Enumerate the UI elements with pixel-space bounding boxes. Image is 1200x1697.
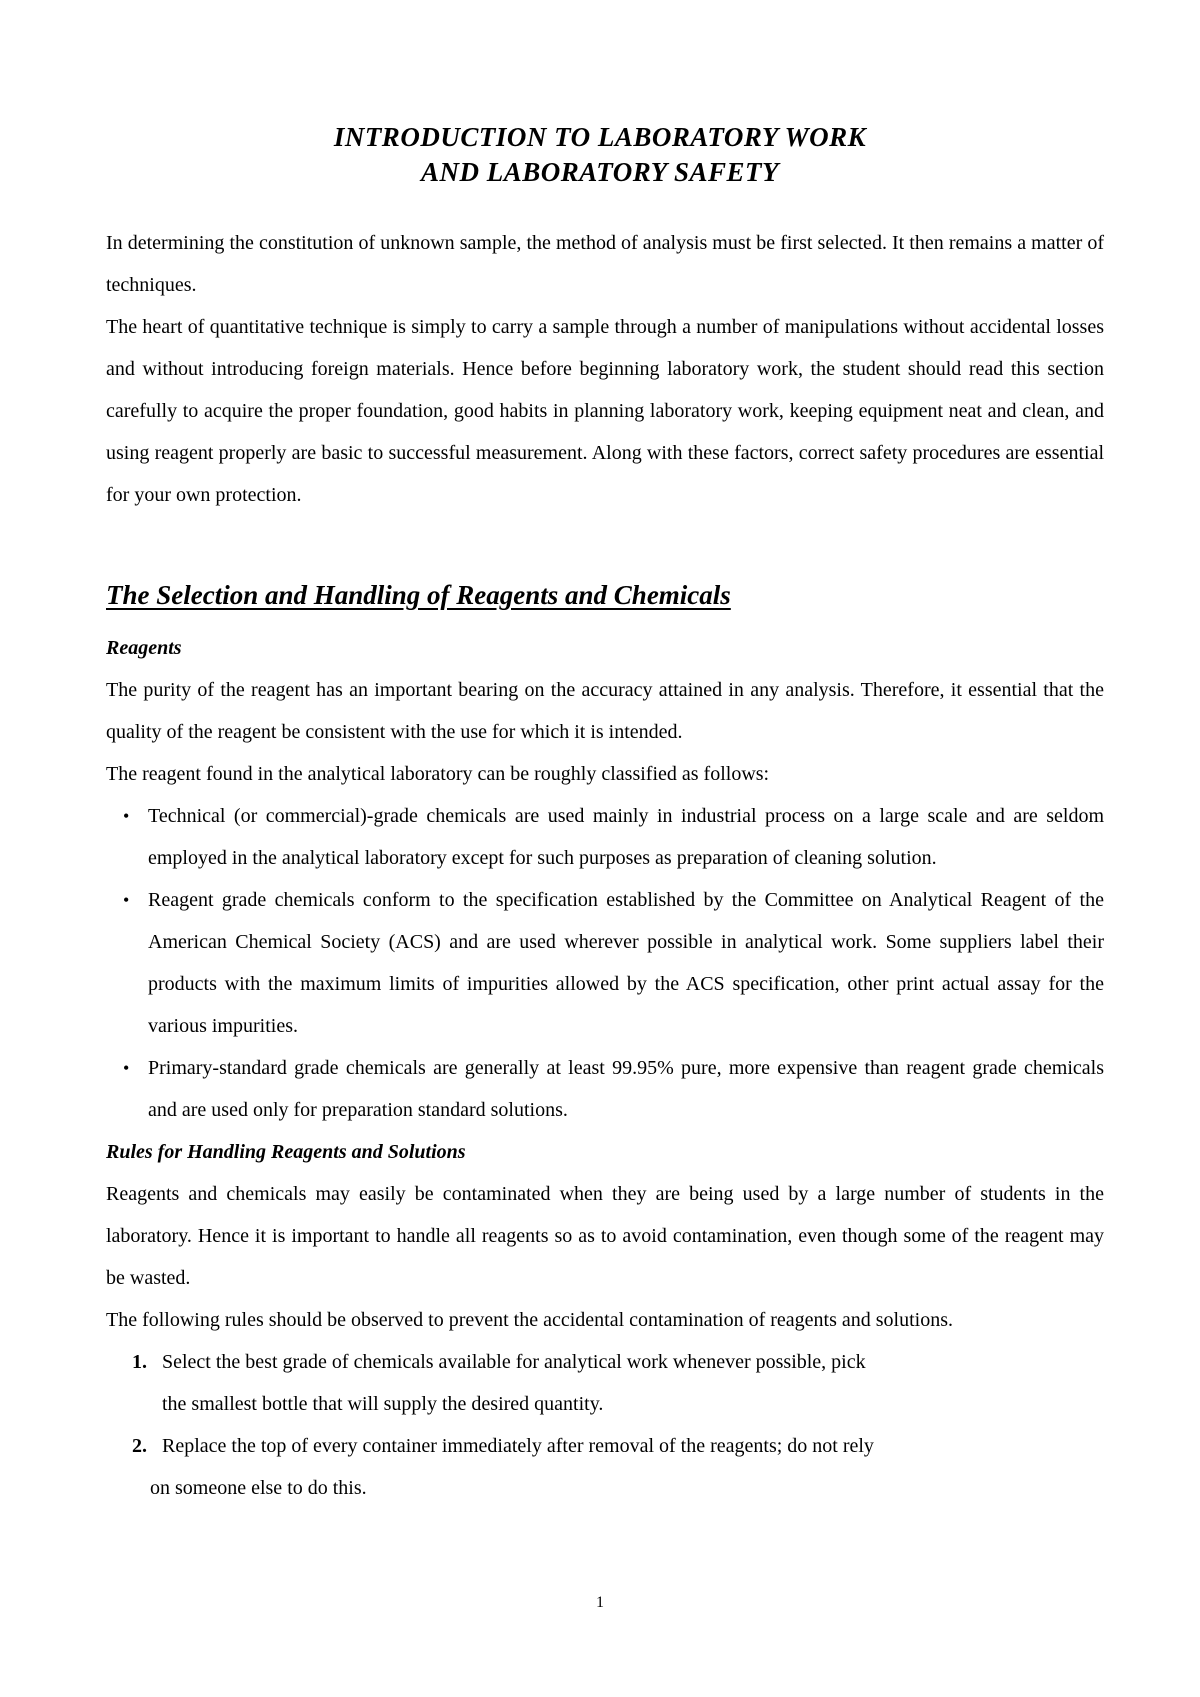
- list-number: 2.: [132, 1435, 147, 1457]
- intro-paragraph-2: The heart of quantitative technique is simply to carry a sample through a number of manipulations without accidental losses and without introducing foreign materials. Hence before beginning laboratory work, the student should read this section carefully to acquire the proper foundation, good habits in planning laboratory work, keeping equipment neat and clean, and using reagent properly are basic to successful measurement. Along with these factors, correct safety procedures are essential for your own protection.: [106, 316, 1104, 506]
- reagents-paragraph-1: The purity of the reagent has an important bearing on the accuracy attained in any analysis. Therefore, it essential that the quality of the reagent be consistent with the use for which it is intended.: [106, 679, 1104, 743]
- list-item-line-2: the smallest bottle that will supply the desired quantity.: [162, 1393, 604, 1415]
- list-item-text: Technical (or commercial)-grade chemicals are used mainly in industrial process on a large scale and are seldom employed in the analytical laboratory except for such purposes as preparation of cleaning solution.: [148, 805, 1104, 869]
- reagents-subheading: Reagents: [106, 637, 182, 659]
- intro-section: [106, 222, 1104, 516]
- bullet-icon: •: [123, 1058, 130, 1078]
- list-item-line-1: Select the best grade of chemicals available for analytical work whenever possible, pick: [162, 1351, 866, 1373]
- rules-subheading: Rules for Handling Reagents and Solutions: [106, 1141, 466, 1163]
- reagents-paragraph-2: The reagent found in the analytical laboratory can be roughly classified as follows:: [106, 763, 770, 785]
- list-number: 1.: [132, 1351, 147, 1373]
- list-item-line-1: Replace the top of every container immediately after removal of the reagents; do not rely: [162, 1435, 874, 1457]
- reagents-section: [106, 627, 1104, 1509]
- reagent-grade-list: [106, 795, 1104, 1131]
- list-item: [106, 1341, 1104, 1425]
- page-number: 1: [596, 1594, 604, 1611]
- bullet-icon: •: [123, 806, 130, 826]
- bullet-icon: •: [123, 890, 130, 910]
- rules-list: [106, 1341, 1104, 1509]
- list-item-text: Primary-standard grade chemicals are generally at least 99.95% pure, more expensive than reagent grade chemicals and are used only for preparation standard solutions.: [148, 1057, 1104, 1121]
- list-item: [106, 795, 1104, 879]
- list-item: [106, 1425, 1104, 1509]
- list-item-line-2: on someone else to do this.: [150, 1477, 367, 1499]
- list-item: [106, 879, 1104, 1047]
- list-item: [106, 1047, 1104, 1131]
- list-item-text: Reagent grade chemicals conform to the specification established by the Committee on Analytical Reagent of the American Chemical Society (ACS) and are used wherever possible in analytical work. Some suppliers label their products with the maximum limits of impurities allowed by the ACS specification, other print actual assay for the various impurities.: [148, 889, 1104, 1037]
- intro-paragraph-1: In determining the constitution of unknown sample, the method of analysis must be first selected. It then remains a matter of techniques.: [106, 232, 1104, 296]
- section-heading: The Selection and Handling of Reagents and Chemicals: [106, 580, 731, 610]
- page-title-line-2: AND LABORATORY SAFETY: [420, 157, 780, 187]
- rules-paragraph-2: The following rules should be observed to prevent the accidental contamination of reagents and solutions.: [106, 1309, 953, 1331]
- rules-paragraph-1: Reagents and chemicals may easily be contaminated when they are being used by a large number of students in the laboratory. Hence it is important to handle all reagents so as to avoid contamination, even though some of the reagent may be wasted.: [106, 1183, 1104, 1289]
- page-title-line-1: INTRODUCTION TO LABORATORY WORK: [333, 122, 867, 152]
